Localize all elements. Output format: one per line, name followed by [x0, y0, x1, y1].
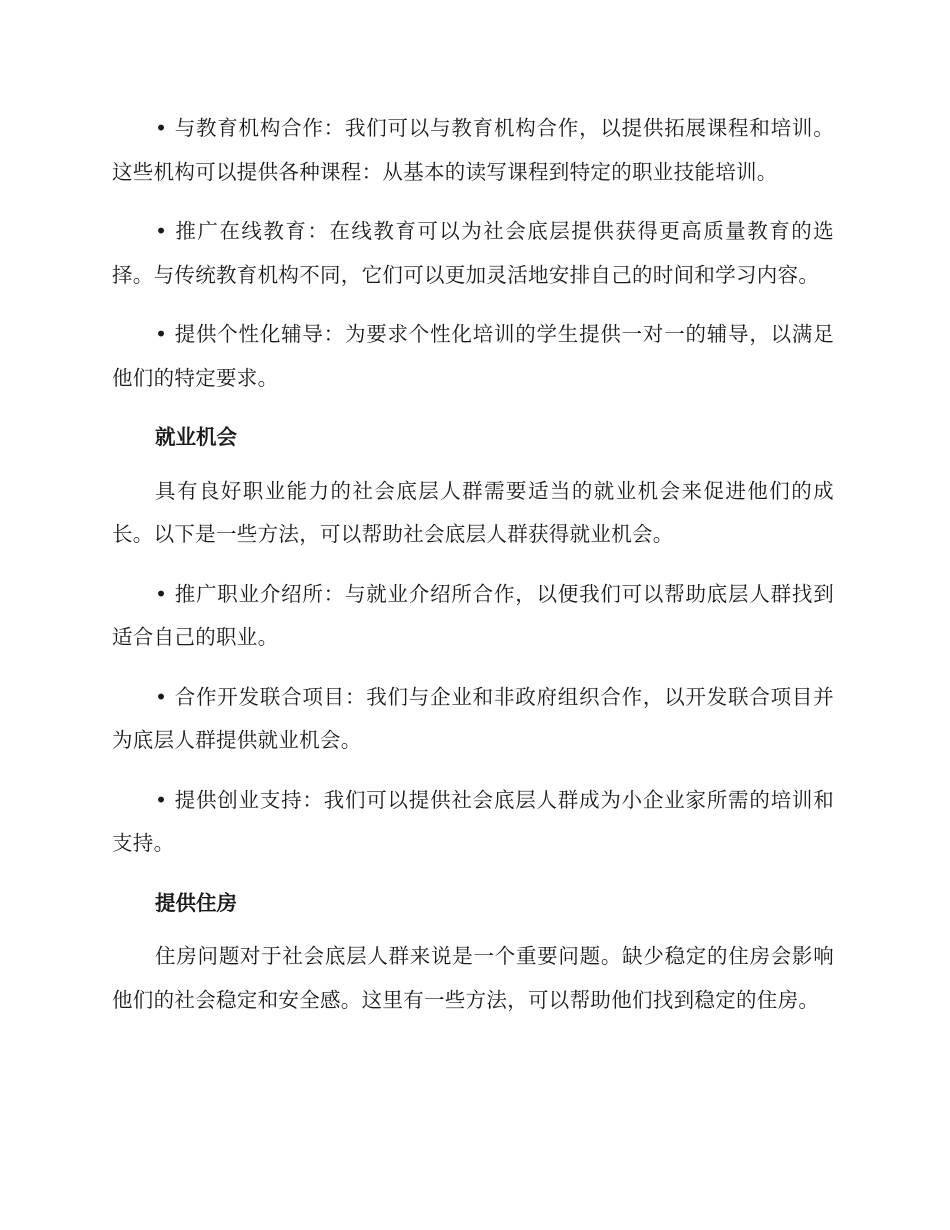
bullet-cooperate-education-institutions: • 与教育机构合作：我们可以与教育机构合作，以提供拓展课程和培训。这些机构可以提供各种课程：从基本的读写课程到特定的职业技能培训。 — [112, 116, 834, 184]
paragraph-housing-intro: 住房问题对于社会底层人群来说是一个重要问题。缺少稳定的住房会影响他们的社会稳定和安全感。这里有一些方法，可以帮助他们找到稳定的住房。 — [112, 944, 834, 1012]
bullet-joint-projects: • 合作开发联合项目：我们与企业和非政府组织合作，以开发联合项目并为底层人群提供就业机会。 — [112, 684, 834, 752]
bullet-promote-online-education: • 推广在线教育：在线教育可以为社会底层提供获得更高质量教育的选择。与传统教育机构不同，它们可以更加灵活地安排自己的时间和学习内容。 — [112, 219, 834, 287]
document-body — [112, 107, 834, 1038]
heading-employment-opportunities: 就业机会 — [155, 425, 237, 449]
bullet-job-agencies: • 推广职业介绍所：与就业介绍所合作，以便我们可以帮助底层人群找到适合自己的职业。 — [112, 581, 834, 649]
paragraph-employment-intro: 具有良好职业能力的社会底层人群需要适当的就业机会来促进他们的成长。以下是一些方法，可以帮助社会底层人群获得就业机会。 — [112, 478, 834, 546]
bullet-personalized-tutoring: • 提供个性化辅导：为要求个性化培训的学生提供一对一的辅导，以满足他们的特定要求。 — [112, 322, 834, 390]
heading-provide-housing: 提供住房 — [155, 890, 237, 915]
bullet-entrepreneurship-support: • 提供创业支持：我们可以提供社会底层人群成为小企业家所需的培训和支持。 — [112, 787, 834, 855]
